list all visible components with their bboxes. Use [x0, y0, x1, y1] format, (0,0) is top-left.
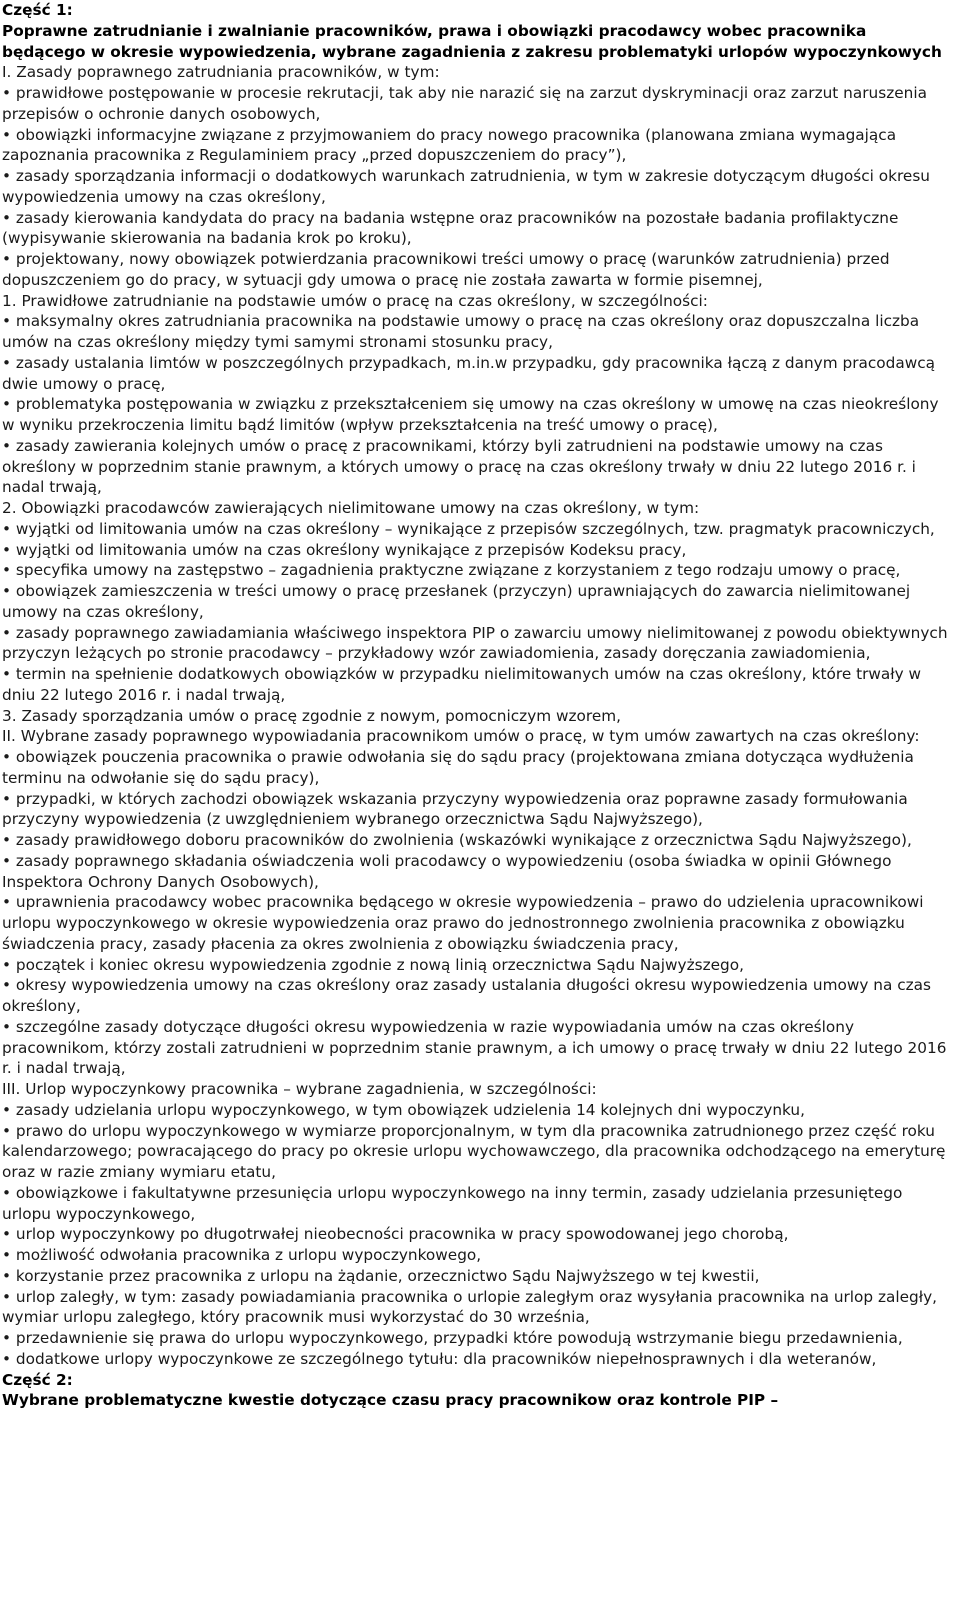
document-body — [2, 62, 954, 1369]
list-item: • termin na spełnienie dodatkowych obowiązków w przypadku nielimitowanych umów na czas określony, które trwały w dniu 22 lutego 2016 r. i nadal trwają, — [2, 665, 922, 704]
list-item: • problematyka postępowania w związku z przekształceniem się umowy na czas określony w umowę na czas nieokreślony w wyniku przekroczenia limitu bądź limitów (wpływ przekształcenia na treść umowy o pracę), — [2, 395, 939, 434]
list-item: • obowiązek pouczenia pracownika o prawie odwołania się do sądu pracy (projektowana zmiana dotycząca wydłużenia terminu na odwołanie się do sądu pracy), — [2, 748, 914, 787]
list-item: • obowiązki informacyjne związane z przyjmowaniem do pracy nowego pracownika (planowana zmiana wymagająca zapoznania pracownika z Regulaminiem pracy „przed dopuszczeniem do pracy”), — [2, 125, 897, 165]
list-item: • zasady zawierania kolejnych umów o pracę z pracownikami, którzy byli zatrudnieni na podstawie umowy na czas określony w poprzednim stanie prawnym, a których umowy o pracę na czas określony trwały w dniu 22 lutego 2016 r. i nadal trwają, — [2, 436, 916, 497]
list-item: • przedawnienie się prawa do urlopu wypoczynkowego, przypadki które powodują wstrzymanie biegu przedawnienia, — [2, 1329, 903, 1347]
section-heading: I. Zasady poprawnego zatrudniania pracowników, w tym: — [2, 63, 440, 82]
list-item: • maksymalny okres zatrudniania pracownika na podstawie umowy o pracę na czas określony oraz dopuszczalna liczba umów na czas określony między tymi samymi stronami stosunku pracy, — [2, 312, 920, 351]
list-item: • przypadki, w których zachodzi obowiązek wskazania przyczyny wypowiedzenia oraz poprawne zasady formułowania przyczyny wypowiedzenia (z uwzględnieniem wybranego orzecznictwa Sądu Najwyższego), — [2, 789, 908, 829]
list-item: • szczególne zasady dotyczące długości okresu wypowiedzenia w razie wypowiadania umów na czas określony pracownikom, którzy zostali zatrudnieni w poprzednim stanie prawnym, a ich umowy o pracę trwały w dniu 22 lutego 2016 r. i nadal trwają, — [2, 1017, 947, 1078]
list-item: • początek i koniec okresu wypowiedzenia zgodnie z nową linią orzecznictwa Sądu Najwyższego, — [2, 955, 744, 974]
list-item: • prawo do urlopu wypoczynkowego w wymiarze proporcjonalnym, w tym dla pracownika zatrudnionego przez część roku kalendarzowego; powracającego do pracy po okresie urlopu wychowawczego, dla pracownika odchodzącego na emeryturę oraz w razie zmiany wymiaru etatu, — [2, 1121, 946, 1181]
list-item: • dodatkowe urlopy wypoczynkowe ze szczególnego tytułu: dla pracowników niepełnosprawnych i dla weteranów, — [2, 1349, 877, 1368]
part2-label: Część 2: — [2, 1370, 73, 1389]
list-item: • zasady prawidłowego doboru pracowników do zwolnienia (wskazówki wynikające z orzecznictwa Sądu Najwyższego), — [2, 831, 912, 849]
list-item: • zasady sporządzania informacji o dodatkowych warunkach zatrudnienia, w tym w zakresie dotyczącym długości okresu wypowiedzenia umowy na czas określony, — [2, 167, 931, 206]
section-heading: 1. Prawidłowe zatrudnianie na podstawie umów o pracę na czas określony, w szczególności: — [2, 291, 708, 310]
list-item: • urlop wypoczynkowy po długotrwałej nieobecności pracownika w pracy spowodowanej jego chorobą, — [2, 1225, 789, 1244]
list-item: • specyfika umowy na zastępstwo – zagadnienia praktyczne związane z korzystaniem z tego rodzaju umowy o pracę, — [2, 561, 901, 580]
list-item: • uprawnienia pracodawcy wobec pracownika będącego w okresie wypowiedzenia – prawo do udzielenia upracownikowi urlopu wypoczynkowego w okresie wypowiedzenia oraz prawo do jednostronnego zwolnienia pracownika z obowiązku świadczenia pracy, zasady płacenia za okres zwolnienia z obowiązku świadczenia pracy, — [2, 893, 924, 953]
list-item: • obowiązkowe i fakultatywne przesunięcia urlopu wypoczynkowego na inny termin, zasady udzielania przesuniętego urlopu wypoczynkowego, — [2, 1183, 903, 1223]
list-item: • zasady kierowania kandydata do pracy na badania wstępne oraz pracowników na pozostałe badania profilaktyczne (wypisywanie skierowania na badania krok po kroku), — [2, 208, 899, 248]
list-item: • wyjątki od limitowania umów na czas określony – wynikające z przepisów szczególnych, tzw. pragmatyk pracowniczych, — [2, 519, 935, 538]
list-item: • projektowany, nowy obowiązek potwierdzania pracownikowi treści umowy o pracę (warunków zatrudnienia) przed dopuszczeniem go do pracy, w sytuacji gdy umowa o pracę nie została zawarta w formie pisemnej, — [2, 250, 890, 289]
section-heading: 2. Obowiązki pracodawców zawierających nielimitowane umowy na czas określony, w tym: — [2, 499, 700, 517]
section-heading: II. Wybrane zasady poprawnego wypowiadania pracownikom umów o pracę, w tym umów zawartych na czas określony: — [2, 727, 920, 746]
part1-title: Poprawne zatrudnianie i zwalnianie pracowników, prawa i obowiązki pracodawcy wobec pracownika będącego w okresie wypowiedzenia, wybrane zagadnienia z zakresu problematyki urlopów wypoczynkowych — [2, 21, 942, 61]
list-item: • zasady poprawnego zawiadamiania właściwego inspektora PIP o zawarciu umowy nielimitowanej z powodu obiektywnych przyczyn leżących po stronie pracodawcy – przykładowy wzór zawiadomienia, zasady doręczania zawiadomienia, — [2, 623, 948, 663]
list-item: • zasady udzielania urlopu wypoczynkowego, w tym obowiązek udzielenia 14 kolejnych dni wypoczynku, — [2, 1100, 805, 1119]
list-item: • okresy wypowiedzenia umowy na czas określony oraz zasady ustalania długości okresu wypowiedzenia umowy na czas określony, — [2, 976, 931, 1015]
list-item: • korzystanie przez pracownika z urlopu na żądanie, orzecznictwo Sądu Najwyższego w tej kwestii, — [2, 1266, 760, 1285]
part1-label: Część 1: — [2, 1, 73, 19]
section-heading: 3. Zasady sporządzania umów o pracę zgodnie z nowym, pomocniczym wzorem, — [2, 706, 622, 725]
list-item: • obowiązek zamieszczenia w treści umowy o pracę przesłanek (przyczyn) uprawniających do zawarcia nielimitowanej umowy na czas określony, — [2, 582, 911, 621]
list-item: • możliwość odwołania pracownika z urlopu wypoczynkowego, — [2, 1246, 482, 1264]
section-heading: III. Urlop wypoczynkowy pracownika – wybrane zagadnienia, w szczególności: — [2, 1080, 597, 1098]
list-item: • wyjątki od limitowania umów na czas określony wynikające z przepisów Kodeksu pracy, — [2, 540, 687, 559]
list-item: • zasady ustalania limtów w poszczególnych przypadkach, m.in.w przypadku, gdy pracownika łączą z danym pracodawcą dwie umowy o pracę, — [2, 353, 936, 393]
list-item: • zasady poprawnego składania oświadczenia woli pracodawcy o wypowiedzeniu (osoba świadka w opinii Głównego Inspektora Ochrony Danych Osobowych), — [2, 851, 892, 891]
part2-title: Wybrane problematyczne kwestie dotyczące czasu pracy pracownikow oraz kontrole PIP – — [2, 1391, 779, 1410]
list-item: • prawidłowe postępowanie w procesie rekrutacji, tak aby nie narazić się na zarzut dyskryminacji oraz zarzut naruszenia przepisów o ochronie danych osobowych, — [2, 84, 927, 123]
list-item: • urlop zaległy, w tym: zasady powiadamiania pracownika o urlopie zaległym oraz wysyłania pracownika na urlop zaległy, wymiar urlopu zaległego, który pracownik musi wykorzystać do 30 września, — [2, 1287, 938, 1327]
